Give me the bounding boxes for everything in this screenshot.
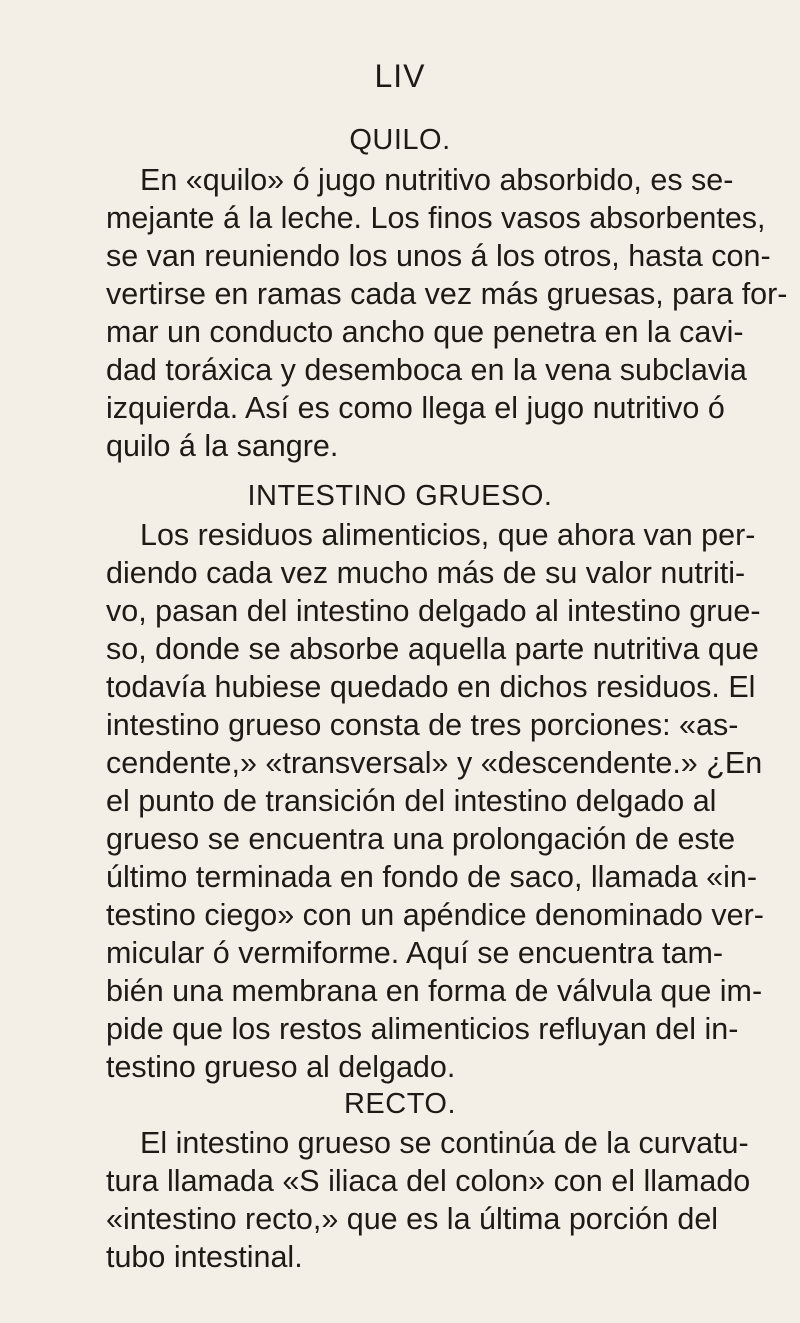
text-line: el punto de transición del intestino delgado al: [106, 784, 717, 818]
text-line: izquierda. Así es como llega el jugo nutritivo ó: [106, 391, 725, 425]
text-line: cendente,» «transversal» y «descendente.» ¿En: [106, 746, 763, 780]
text-line: vertirse en ramas cada vez más gruesas, para for-: [106, 277, 788, 311]
text-line: tura llamada «S iliaca del colon» con el llamado: [106, 1164, 751, 1198]
text-line: grueso se encuentra una prolongación de este: [106, 822, 736, 856]
text-line: testino ciego» con un apéndice denominado ver-: [106, 898, 764, 932]
text-line: quilo á la sangre.: [106, 429, 339, 463]
text-line: pide que los restos alimenticios refluyan del in-: [106, 1012, 739, 1046]
page-number: LIV: [374, 58, 426, 94]
text-line: último terminada en fondo de saco, llamada «in-: [106, 860, 758, 894]
text-line: intestino grueso consta de tres porciones: «as-: [106, 708, 739, 742]
text-line: dad toráxica y desemboca en la vena subclavia: [106, 353, 747, 387]
section-title-intestino-grueso: INTESTINO GRUESO.: [247, 480, 553, 512]
text-line: se van reuniendo los unos á los otros, hasta con-: [106, 239, 771, 273]
text-line: vo, pasan del intestino delgado al intestino grue-: [106, 594, 761, 628]
text-line: tubo intestinal.: [106, 1240, 303, 1274]
text-line: Los residuos alimenticios, que ahora van per-: [140, 518, 756, 552]
text-line: testino grueso al delgado.: [106, 1050, 456, 1084]
section-title-quilo: QUILO.: [349, 124, 451, 156]
text-line: todavía hubiese quedado en dichos residuos. El: [106, 670, 756, 704]
text-line: mar un conducto ancho que penetra en la cavi-: [106, 315, 744, 349]
section-title-recto: RECTO.: [343, 1088, 457, 1120]
text-line: bién una membrana en forma de válvula que im-: [106, 974, 763, 1008]
text-line: diendo cada vez mucho más de su valor nutriti-: [106, 556, 746, 590]
text-line: «intestino recto,» que es la última porción del: [106, 1202, 719, 1236]
text-line: micular ó vermiforme. Aquí se encuentra tam-: [106, 936, 724, 970]
text-line: El intestino grueso se continúa de la curvatu-: [140, 1126, 749, 1160]
text-line: mejante á la leche. Los finos vasos absorbentes,: [106, 201, 766, 235]
text-line: En «quilo» ó jugo nutritivo absorbido, es se-: [140, 163, 734, 197]
text-line: so, donde se absorbe aquella parte nutritiva que: [106, 632, 759, 666]
